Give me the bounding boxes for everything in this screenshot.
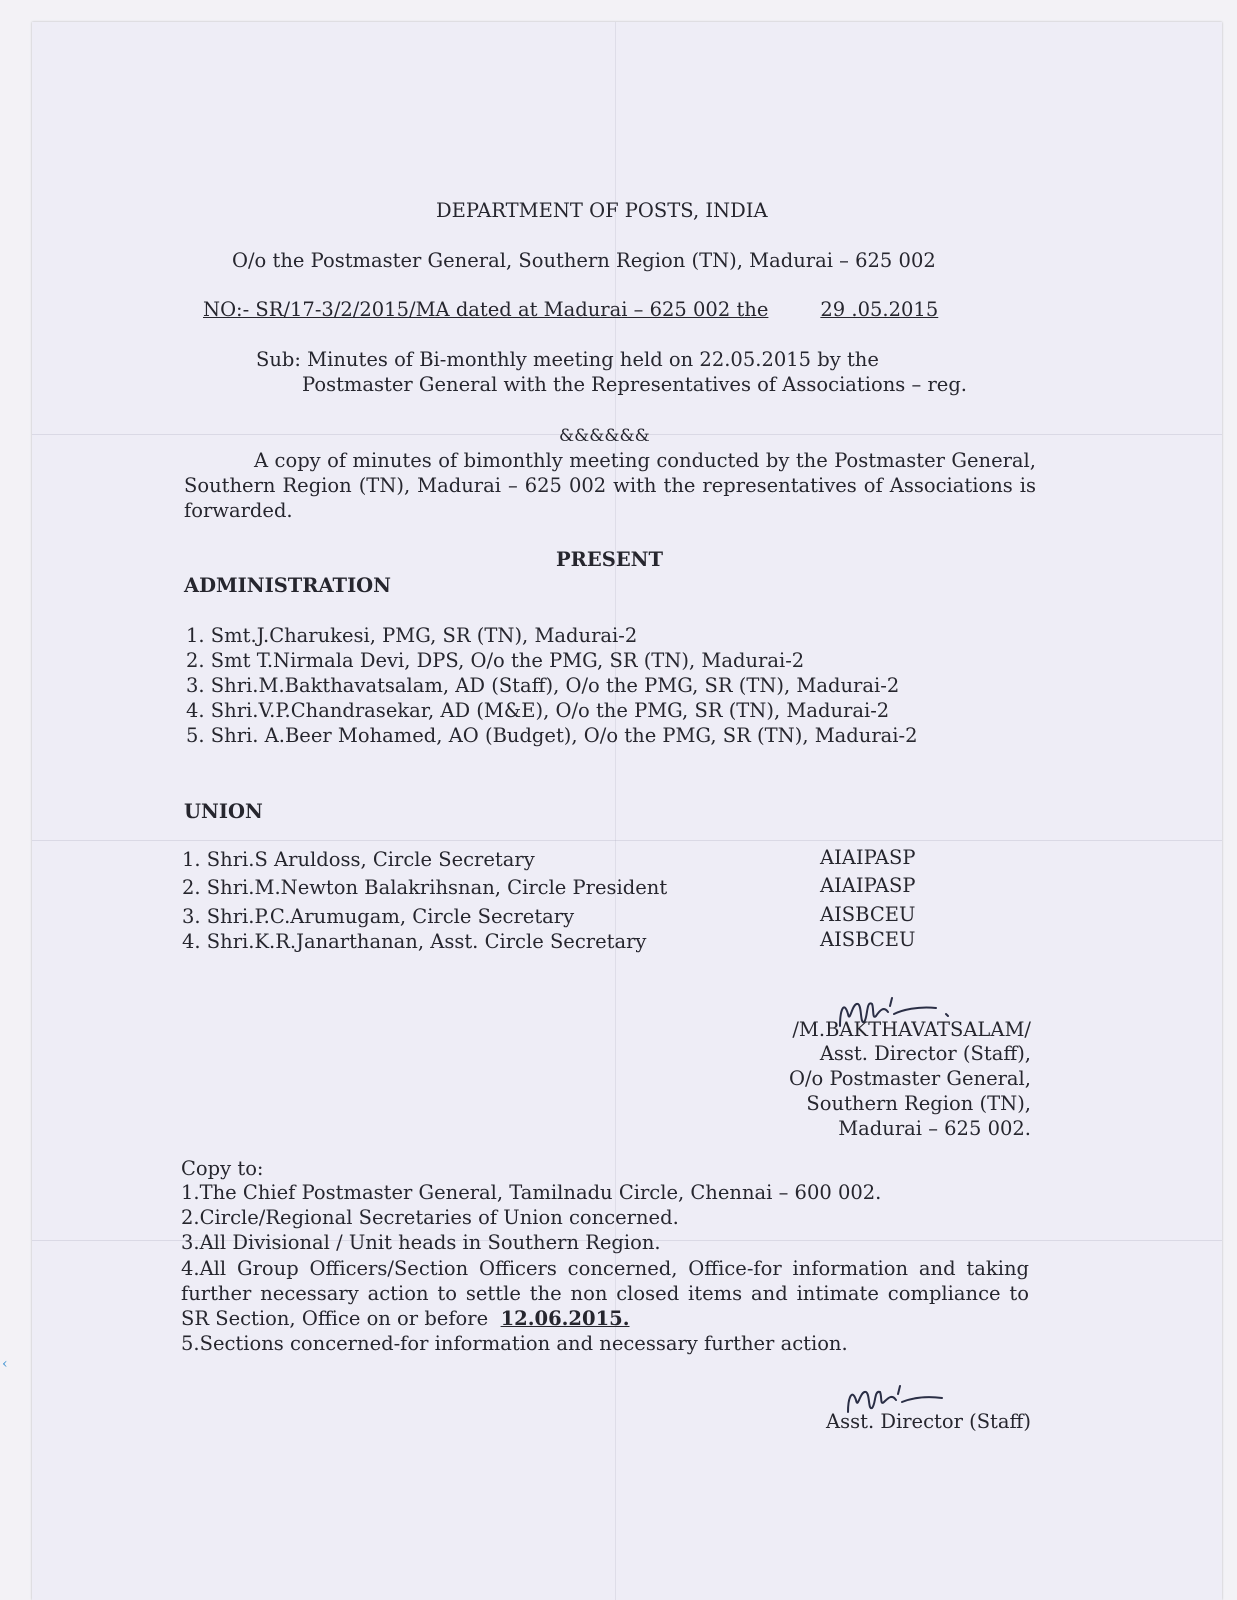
office-line: O/o the Postmaster General, Southern Region (TN), Madurai – 625 002 <box>232 249 936 272</box>
signatory-line: Southern Region (TN), <box>806 1092 1031 1115</box>
signatory-line: Madurai – 625 002. <box>838 1117 1031 1140</box>
compliance-date: 12.06.2015. <box>500 1307 630 1330</box>
reference-number <box>203 298 1016 322</box>
union-member-assoc: AISBCEU <box>820 903 916 926</box>
copy-to-item-4 <box>181 1256 1029 1331</box>
copy-to-heading: Copy to: <box>181 1157 264 1180</box>
present-heading: PRESENT <box>556 548 664 571</box>
union-member-name: 1. Shri.S Aruldoss, Circle Secretary <box>182 848 535 871</box>
administration-heading: ADMINISTRATION <box>184 574 391 597</box>
signatory-name: /M.BAKTHAVATSALAM/ <box>792 1018 1031 1041</box>
admin-member: 3. Shri.M.Bakthavatsalam, AD (Staff), O/o the PMG, SR (TN), Madurai-2 <box>186 674 900 697</box>
admin-member: 5. Shri. A.Beer Mohamed, AO (Budget), O/o the PMG, SR (TN), Madurai-2 <box>186 724 918 747</box>
reference-text: NO:- SR/17-3/2/2015/MA dated at Madurai – 625 002 the <box>203 298 769 321</box>
union-heading: UNION <box>184 800 263 823</box>
subject-line-1: Sub: Minutes of Bi-monthly meeting held on 22.05.2015 by the <box>256 348 879 371</box>
footer-signature-title: Asst. Director (Staff) <box>826 1410 1031 1433</box>
copy-to-item: 3.All Divisional / Unit heads in Southern Region. <box>181 1231 661 1254</box>
department-title: DEPARTMENT OF POSTS, INDIA <box>436 199 768 222</box>
separator: &&&&&& <box>559 426 650 446</box>
signatory-line: Asst. Director (Staff), <box>819 1042 1031 1065</box>
copy-to-item: 2.Circle/Regional Secretaries of Union concerned. <box>181 1206 679 1229</box>
subject-line-2: Postmaster General with the Representatives of Associations – reg. <box>302 373 967 396</box>
admin-member: 1. Smt.J.Charukesi, PMG, SR (TN), Madurai-2 <box>186 624 638 647</box>
fold-line <box>32 840 1222 841</box>
stray-mark: ‹ <box>2 1356 8 1372</box>
reference-date: 29 .05.2015 <box>820 298 939 321</box>
signatory-line: O/o Postmaster General, <box>788 1067 1031 1090</box>
admin-member: 4. Shri.V.P.Chandrasekar, AD (M&E), O/o the PMG, SR (TN), Madurai-2 <box>186 699 890 722</box>
union-member-assoc: AISBCEU <box>820 928 916 951</box>
union-member-assoc: AIAIPASP <box>820 846 916 869</box>
copy-to-item: 1.The Chief Postmaster General, Tamilnadu Circle, Chennai – 600 002. <box>181 1181 882 1204</box>
union-member-name: 3. Shri.P.C.Arumugam, Circle Secretary <box>182 905 575 928</box>
union-member-name: 4. Shri.K.R.Janarthanan, Asst. Circle Secretary <box>182 930 647 953</box>
intro-paragraph: A copy of minutes of bimonthly meeting conducted by the Postmaster General, Southern Region (TN), Madurai – 625 002 with the representatives of Associations is forwarded. <box>184 449 1036 522</box>
admin-member: 2. Smt T.Nirmala Devi, DPS, O/o the PMG, SR (TN), Madurai-2 <box>186 649 805 672</box>
union-member-name: 2. Shri.M.Newton Balakrihsnan, Circle President <box>182 876 668 899</box>
copy-to-item-text: 4.All Group Officers/Section Officers concerned, Office-for information and taking further necessary action to settle the non closed items and intimate compliance to SR Section, Office on or before <box>181 1257 1029 1330</box>
copy-to-item: 5.Sections concerned-for information and necessary further action. <box>181 1332 848 1355</box>
union-member-assoc: AIAIPASP <box>820 874 916 897</box>
